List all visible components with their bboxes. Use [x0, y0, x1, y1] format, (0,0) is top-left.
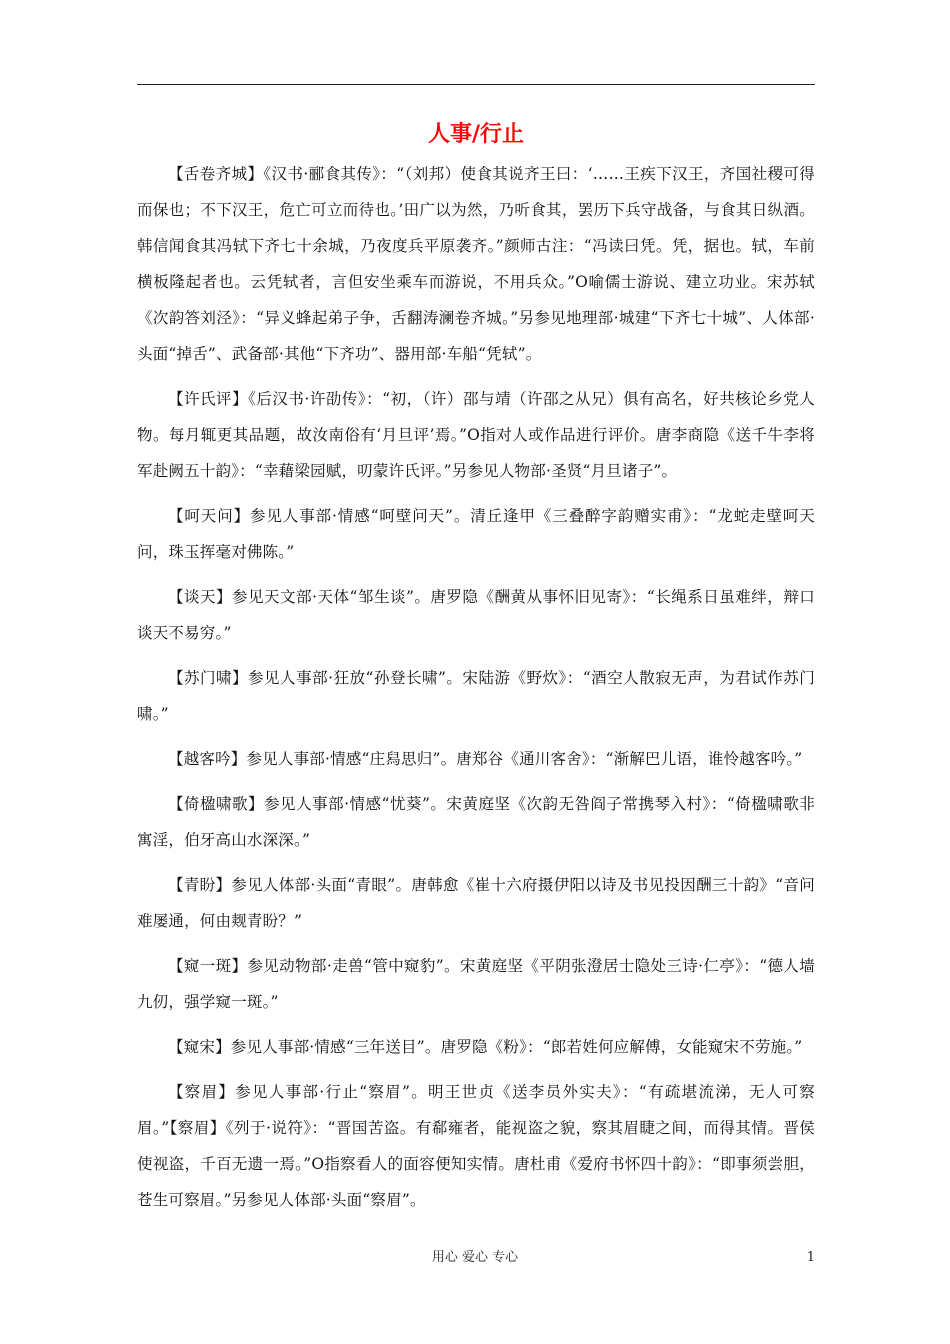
entry-sumen-xiao: 【苏门啸】参见人事部·狂放“孙登长啸”。宋陆游《野炊》：“酒空人散寂无声，为君试作苏门啸。”: [137, 669, 815, 723]
entry-shejuan-qicheng: 【舌卷齐城】《汉书·郦食其传》：“（刘邦）使食其说齐王曰：‘……王疾下汉王，齐国社稷可得而保也；不下汉王，危亡可立而待也。’田广以为然，乃听食其，罢历下兵守战备，与食其日纵酒。韩信闻食其冯轼下齐七十余城，乃夜度兵平原袭齐。”颜师古注：“冯读曰凭。凭，据也。轼，车前横板隆起者也。云凭轼者，言但安坐乘车而游说，不用兵众。”O喻儒士游说、建立功业。宋苏轼《次韵答刘泾》：“异义蜂起弟子争，舌翻涛澜卷齐城。”另参见地理部·城建“下齐七十城”、人体部·头面“掉舌”、武备部·其他“下齐功”、器用部·车船“凭轼”。: [137, 165, 815, 363]
page-number: 1: [806, 1250, 815, 1265]
entry-cha-mei: 【察眉】参见人事部·行止“察眉”。明王世贞《送李员外实夫》：“有疏堪流涕，无人可察眉。”【察眉】《列于·说符》：“晋国苦盗。有郗雍者，能视盗之貌，察其眉睫之间，而得其情。晋侯使视盗，千百无遗一焉。”O指察看人的面容便知实情。唐杜甫《爱府书怀四十韵》：“即事须尝胆，苍生可察眉。”另参见人体部·头面“察眉”。: [137, 1083, 815, 1209]
entry-he-tian-wen: 【呵天问】参见人事部·情感“呵壁问天”。清丘逢甲《三叠醉字韵赠实甫》：“龙蛇走壁呵天问，珠玉挥毫对佛陈。”: [137, 507, 815, 561]
document-body: [137, 156, 815, 1227]
entry-qing-pan: 【青盼】参见人体部·头面“青眼”。唐韩愈《崔十六府摄伊阳以诗及书见投因酬三十韵》“音问难屡通，何由觌青盼？”: [137, 876, 815, 930]
entry-yiying-xiaoge: 【倚楹啸歌】参见人事部·情感“忧葵”。宋黄庭坚《次韵无咎阎子常携琴入村》：“倚楹啸歌非寓淫，伯牙高山水深深。”: [137, 795, 815, 849]
footer-motto: 用心 爱心 专心: [431, 1250, 519, 1265]
entry-kui-song: 【窥宋】参见人事部·情感“三年送目”。唐罗隐《粉》：“郎若姓何应解傅，女能窥宋不劳施。”: [168, 1038, 803, 1056]
entry-xushi-ping: 【许氏评】《后汉书·许劭传》：“初，（许）邵与靖（许邵之从兄）俱有高名，好共核论乡党人物。每月辄更其品题，故汝南俗有‘月旦评’焉。”O指对人或作品进行评价。唐李商隐《送千牛李将军赴阙五十韵》：“幸藉梁园赋，叨蒙许氏评。”另参见人物部·圣贤“月旦诸子”。: [137, 390, 815, 480]
entry-tan-tian: 【谈天】参见天文部·天体“邹生谈”。唐罗隐《酬黄从事怀旧见寄》：“长绳系日虽难绊，辩口谈天不易穷。”: [137, 588, 815, 642]
entry-kui-yi-ban: 【窥一斑】参见动物部·走兽“管中窥豹”。宋黄庭坚《平阴张澄居士隐处三诗·仁亭》：“德人墙九仞，强学窥一斑。”: [137, 957, 815, 1011]
entry-yueke-yin: 【越客吟】参见人事部·情感“庄舄思归”。唐郑谷《通川客舍》：“渐解巴儿语，谁怜越客吟。”: [168, 750, 803, 768]
page-title: 人事/行止: [427, 122, 525, 147]
header-rule: [137, 84, 815, 85]
